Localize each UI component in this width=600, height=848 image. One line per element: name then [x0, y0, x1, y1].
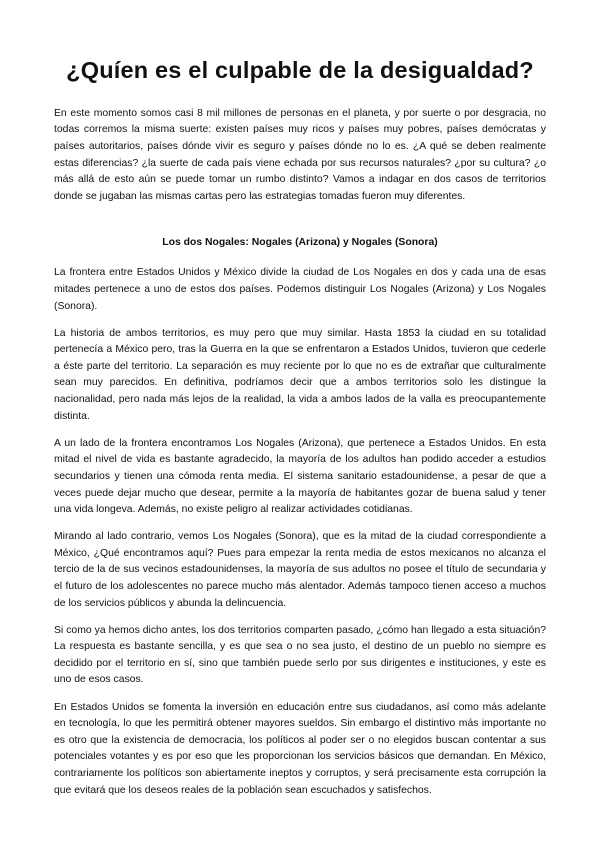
section-heading: Los dos Nogales: Nogales (Arizona) y Nogales (Sonora) — [162, 237, 438, 249]
body-paragraph: La historia de ambos territorios, es muy pero que muy similar. Hasta 1853 la ciudad en su totalidad pertenecía a México pero, tras la Guerra en la que se enfrentaron a Estados Unidos, tuvieron que cederle a éste parte del territorio. La separación es muy reciente por lo que no es de extrañar que culturalmente sean muy parecidos. En definitiva, podríamos decir que a ambos territorios solo les distingue la nacionalidad, pero nada más lejos de la realidad, la vida a ambos lados de la valla es preocupantemente distinta. — [54, 327, 546, 422]
body-paragraph: En Estados Unidos se fomenta la inversión en educación entre sus ciudadanos, así como más adelante en tecnología, lo que les permitirá obtener mayores sueldos. Sin embargo el distintivo más importante no es otro que la existencia de democracia, los políticos al poder ser o no elegidos buscan contentar a sus potenciales votantes y es por eso que les proporcionan los servicios básicos que demandan. En México, contrariamente los políticos son abiertamente ineptos y corruptos, y será precisamente esta corrupción la que evitará que los deseos reales de la población sean escuchados y satisfechos. — [54, 701, 546, 796]
document-title: ¿Quíen es el culpable de la desigualdad? — [66, 57, 534, 83]
body-paragraph: La frontera entre Estados Unidos y México divide la ciudad de Los Nogales en dos y cada una de esas mitades pertenece a uno de estos dos países. Podemos distinguir Los Nogales (Arizona) y Los Nogales (Sonora). — [54, 267, 546, 312]
body-paragraph: A un lado de la frontera encontramos Los Nogales (Arizona), que pertenece a Estados Unidos. En esta mitad el nivel de vida es bastante agradecido, la mayoría de los adultos han podido acceder a estudios secundarios y tienen una cómoda renta media. El sistema sanitario estadounidense, a pesar de que a veces puede dejar mucho que desear, permite a la mayoría de habitantes gozar de buena salud y tener una vida longeva. Además, no existe peligro al realizar actividades cotidianas. — [54, 437, 546, 516]
body-paragraph: Mirando al lado contrario, vemos Los Nogales (Sonora), que es la mitad de la ciudad correspondiente a México, ¿Qué encontramos aquí? Pues para empezar la renta media de estos mexicanos no alcanza el tercio de la de sus vecinos estadounidenses, la mayoría de sus adultos no posee el título de secundaria y el futuro de los adolescentes no parece mucho más alentador. Además tampoco tienen acceso a muchos de los servicios públicos y abunda la delincuencia. — [54, 531, 546, 609]
body-paragraph: Si como ya hemos dicho antes, los dos territorios comparten pasado, ¿cómo han llegado a esta situación? La respuesta es bastante sencilla, y es que sea o no sea justo, el destino de un pueblo no siempre es decidido por el territorio en sí, sino que también puede serlo por sus dirigentes e instituciones, y este es uno de esos casos. — [54, 624, 546, 686]
intro-paragraph: En este momento somos casi 8 mil millones de personas en el planeta, y por suerte o por desgracia, no todas corremos la misma suerte: existen países muy ricos y países muy pobres, países demócratas y países autoritarios, países dónde vivir es seguro y países dónde no lo es. ¿A qué se deben realmente estas diferencias? ¿la suerte de cada país viene echada por sus recursos naturales? ¿por su cultura? ¿o más allá de esto aún se puede tomar un rumbo distinto? Vamos a indagar en dos casos de territorios donde se jugaban las mismas cartas pero las estrategias tomadas fueron muy diferentes. — [54, 107, 546, 202]
